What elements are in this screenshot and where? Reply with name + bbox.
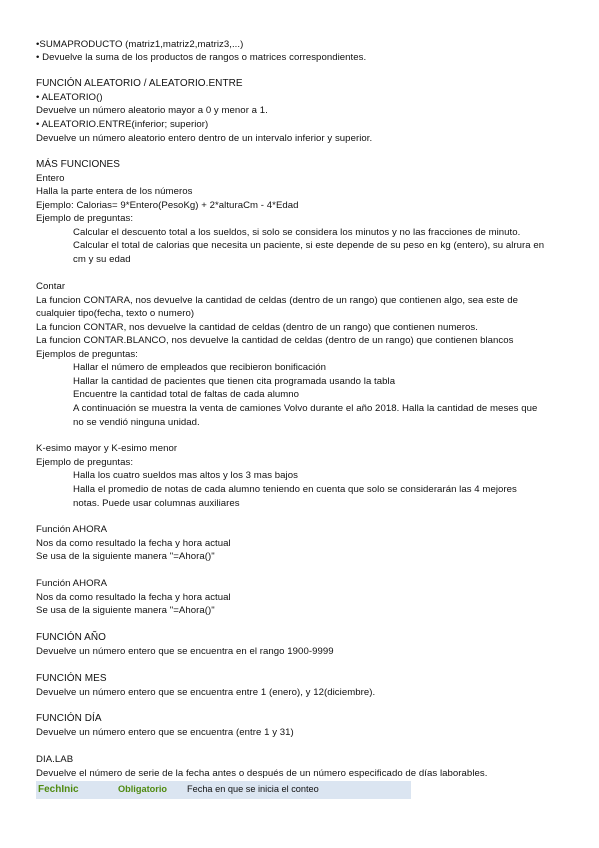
ahora-desc-1: Nos da como resultado la fecha y hora actual — [36, 538, 231, 549]
argument-requirement: Obligatorio — [118, 784, 167, 794]
dia-desc: Devuelve un número entero que se encuentra (entre 1 y 31) — [36, 727, 294, 738]
contara-desc: La funcion CONTARA, nos devuelve la cantidad de celdas (dentro de un rango) que contienen algo, sea este de — [36, 295, 518, 306]
sumaproducto-desc: • Devuelve la suma de los productos de rangos o matrices correspondientes. — [36, 52, 367, 63]
heading-ano: FUNCIÓN AÑO — [36, 632, 106, 643]
contar-question-1: Hallar el número de empleados que recibieron bonificación — [73, 362, 326, 373]
aleatorio-syntax: • ALEATORIO() — [36, 92, 103, 103]
kesimo-question-1: Halla los cuatro sueldos mas altos y los 3 mas bajos — [73, 470, 298, 481]
contar-blanco-desc: La funcion CONTAR.BLANCO, nos devuelve la cantidad de celdas (dentro de un rango) que contienen blancos — [36, 335, 514, 346]
entero-question-2: Calcular el total de calorias que necesita un paciente, si este depende de su peso en kg (entero), su alrura en — [73, 240, 545, 251]
dialab-title: DIA.LAB — [36, 754, 74, 765]
contara-desc-cont: cualquier tipo(fecha, texto o numero) — [36, 308, 195, 319]
ahora-usage-1: Se usa de la siguiente manera "=Ahora()" — [36, 551, 215, 562]
entero-example: Ejemplo: Calorias= 9*Entero(PesoKg) + 2*alturaCm - 4*Edad — [36, 200, 299, 211]
mes-desc: Devuelve un número entero que se encuentra entre 1 (enero), y 12(diciembre). — [36, 687, 376, 698]
kesimo-questions-label: Ejemplo de preguntas: — [36, 457, 134, 468]
ahora-title-1: Función AHORA — [36, 524, 108, 535]
dialab-desc: Devuelve el número de serie de la fecha antes o después de un número especificado de días laborables. — [36, 768, 488, 779]
aleatorio-entre-syntax: • ALEATORIO.ENTRE(inferior; superior) — [36, 119, 209, 130]
heading-dia: FUNCIÓN DÍA — [36, 713, 102, 724]
ahora-title-2: Función AHORA — [36, 578, 108, 589]
contar-question-4-cont: no se vendió ninguna unidad. — [73, 417, 200, 428]
contar-desc: La funcion CONTAR, nos devuelve la cantidad de celdas (dentro de un rango) que contienen numeros. — [36, 322, 478, 333]
kesimo-question-2-cont: notas. Puede usar columnas auxiliares — [73, 498, 240, 509]
ahora-usage-2: Se usa de la siguiente manera "=Ahora()" — [36, 605, 215, 616]
ahora-desc-2: Nos da como resultado la fecha y hora actual — [36, 592, 231, 603]
argument-table-row — [36, 781, 411, 799]
contar-question-3: Encuentre la cantidad total de faltas de cada alumno — [73, 389, 300, 400]
contar-title: Contar — [36, 281, 66, 292]
ano-desc: Devuelve un número entero que se encuentra en el rango 1900-9999 — [36, 646, 334, 657]
entero-title: Entero — [36, 173, 65, 184]
entero-questions-label: Ejemplo de preguntas: — [36, 213, 134, 224]
aleatorio-entre-desc: Devuelve un número aleatorio entero dentro de un intervalo inferior y superior. — [36, 133, 373, 144]
argument-name: FechInic — [38, 784, 79, 795]
heading-aleatorio: FUNCIÓN ALEATORIO / ALEATORIO.ENTRE — [36, 78, 243, 89]
kesimo-title: K-esimo mayor y K-esimo menor — [36, 443, 178, 454]
contar-question-4: A continuación se muestra la venta de camiones Volvo durante el año 2018. Halla la cantidad de meses que — [73, 403, 538, 414]
aleatorio-desc: Devuelve un número aleatorio mayor a 0 y menor a 1. — [36, 105, 268, 116]
contar-questions-label: Ejemplos de preguntas: — [36, 349, 138, 360]
heading-mes: FUNCIÓN MES — [36, 673, 107, 684]
entero-desc: Halla la parte entera de los números — [36, 186, 193, 197]
heading-mas-funciones: MÁS FUNCIONES — [36, 159, 120, 170]
contar-question-2: Hallar la cantidad de pacientes que tienen cita programada usando la tabla — [73, 376, 396, 387]
sumaproducto-syntax: •SUMAPRODUCTO (matriz1,matriz2,matriz3,...) — [36, 39, 244, 50]
argument-description: Fecha en que se inicia el conteo — [187, 784, 319, 794]
kesimo-question-2: Halla el promedio de notas de cada alumno teniendo en cuenta que solo se considerarán las 4 mejores — [73, 484, 517, 495]
entero-question-2-cont: cm y su edad — [73, 254, 131, 265]
entero-question-1: Calcular el descuento total a los sueldos, si solo se considera los minutos y no las fracciones de minuto. — [73, 227, 521, 238]
